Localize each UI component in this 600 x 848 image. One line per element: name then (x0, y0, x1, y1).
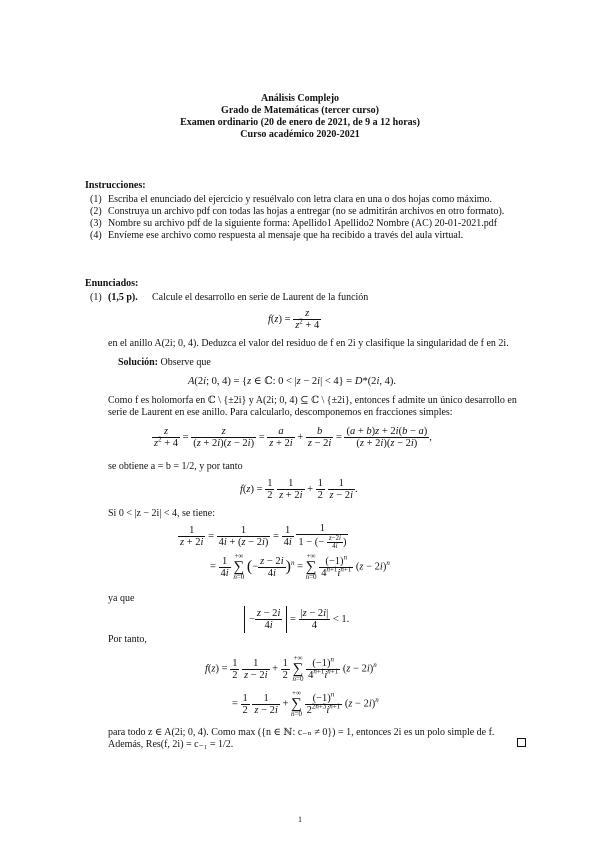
instruction-text: Escriba el enunciado del ejercicio y resuélvalo con letra clara en una o dos hojas como máximo. (108, 194, 493, 205)
annulus-equation: A(2i; 0, 4) = {z ∈ ℂ: 0 < |z − 2i| < 4} = D*(2i, 4). (188, 376, 396, 387)
problem-number: (1) (90, 292, 102, 303)
doc-title: Análisis Complejo (260, 93, 340, 104)
ratio-inequality: − $\frac{z - 2i}{4i}$ = $\frac{|z - 2i|}{4}$ < 1. (244, 606, 349, 633)
fz-decomposition: f(z) = $\frac{1}{2}$ $\frac{1}{z + 2i}$ + $\frac{1}{2}$ $\frac{1}{z - 2i}$ . (240, 478, 358, 501)
instruction-text: Envíeme ese archivo como respuesta al mensaje que ha recibido a través del aula virtual. (108, 230, 464, 241)
instruction-num: (3) (90, 218, 102, 229)
instruction-text: Construya un archivo pdf con todas las hojas a entregar (no se admitirán archivos en otro formato). (108, 206, 505, 217)
problem-prompt: Calcule el desarrollo en serie de Laurent de la función (152, 292, 369, 303)
page-number: 1 (298, 815, 302, 824)
final-series-line-2: = $\frac{1}{2}$ $\frac{1}{z - 2i}$ + +∞ ∑ n=0 $\frac{(-1)^n}{2^{2n+3}i^{n+1}}$ $(z - 2i)^n$ (232, 689, 379, 718)
solution-intro (118, 357, 211, 369)
solution-p6: Por tanto, (108, 634, 147, 645)
solution-observe: Observe que (160, 357, 211, 368)
qed-symbol (517, 738, 526, 747)
problem-points: (1,5 p). (108, 292, 138, 303)
solution-p4: Si 0 < |z − 2i| < 4, se tiene: (108, 508, 216, 519)
instruction-num: (1) (90, 194, 102, 205)
solution-p5: ya que (108, 593, 135, 604)
doc-course: Grado de Matemáticas (tercer curso) (221, 105, 379, 116)
solution-p7: para todo z ∈ A(2i; 0, 4). Como max ({n ∈ ℕ: c₋ₙ ≠ 0}) = 1, entonces 2i es un polo simple de f. (108, 727, 495, 738)
doc-exam: Examen ordinario (20 de enero de 2021, de 9 a 12 horas) (180, 117, 420, 128)
partial-fractions-equation: $\frac{z}{z^2 + 4}$ = $\frac{z}{(z + 2i)(z - 2i)}$ = $\frac{a}{z + 2i}$ + $\frac{b}{z - 2i}$ = $\frac{(a + b)z + 2i(b - a)}{(z + 2i)(z - 2i)}$ , (154, 426, 432, 449)
instruction-num: (2) (90, 206, 102, 217)
solution-p1: Como f es holomorfa en ℂ \ {±2i} y A(2i; 0, 4) ⊆ ℂ \ {±2i}, entonces f admite un único desarrollo en (108, 395, 517, 406)
instructions-heading: Instrucciones: (85, 180, 146, 191)
solution-label: Solución: (118, 357, 159, 368)
problem-prompt-2: en el anillo A(2i; 0, 4). Deduzca el valor del residuo de f en 2i y clasifique la singularidad de f en 2i. (108, 338, 509, 349)
solution-p3: se obtiene a = b = 1/2, y por tanto (108, 461, 243, 472)
instruction-num: (4) (90, 230, 102, 241)
statements-heading: Enunciados: (85, 278, 139, 289)
instruction-text: Nombre su archivo pdf de la siguiente forma: Apellido1 Apellido2 Nombre (AC) 20-01-2021.pdf (108, 218, 498, 229)
solution-p2: serie de Laurent en ese anillo. Para calcularlo, descomponemos en fracciones simples: (108, 407, 453, 418)
final-series-line-1: f(z) = $\frac{1}{2}$ $\frac{1}{z - 2i}$ + $\frac{1}{2}$ +∞ ∑ n=0 $\frac{(-1)^n}{4^{n+1}i^{n+1}}$ $(z - 2i)^n$ (205, 654, 377, 683)
doc-year: Curso académico 2020-2021 (240, 129, 360, 140)
function-definition: f(z) = $\frac{z}{z^2 + 4}$ (268, 308, 320, 331)
expansion-line-1: $\frac{1}{z + 2i}$ = $\frac{1}{4i + (z - 2i)}$ = $\frac{1}{4i}$ 1 1 − (− $\frac{z-2i}{4i}$ ) (180, 523, 347, 550)
expansion-line-2: = $\frac{1}{4i}$ +∞ ∑ n=0 (− $\frac{z - 2i}{4i}$ )$^n$ = +∞ ∑ n=0 $\frac{(-1)^n}{4^{n+1}i^{n+1}}$ $(z - 2i)^n$ (210, 552, 390, 581)
solution-p8: Además, Res(f, 2i) = c₋₁ = 1/2. (108, 739, 234, 750)
